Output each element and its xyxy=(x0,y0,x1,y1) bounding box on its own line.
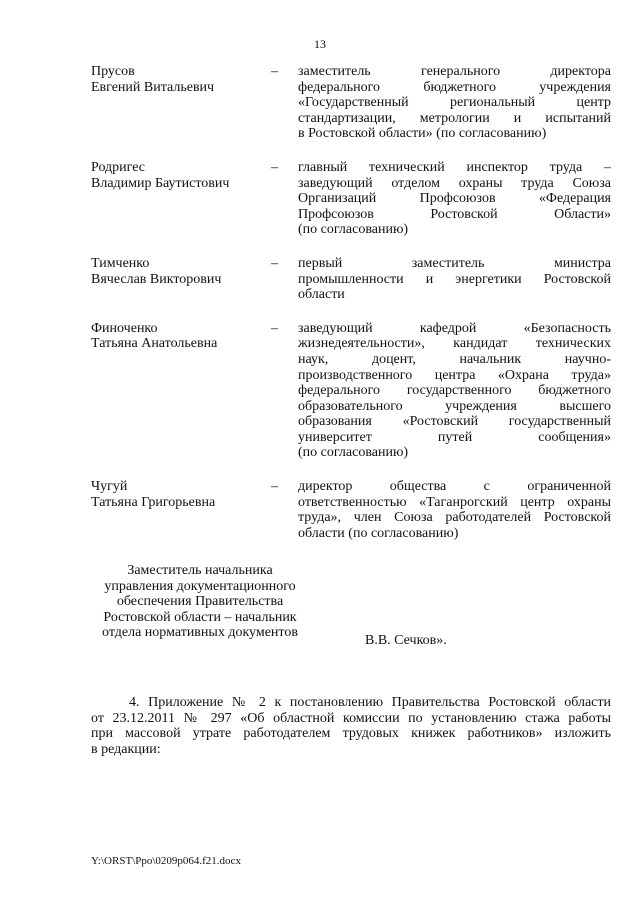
member-dash: – xyxy=(271,479,278,495)
member-name xyxy=(91,321,271,461)
amendment-paragraph xyxy=(91,695,611,757)
position-line: университет путей сообщения» xyxy=(298,429,611,445)
signer-position-line: отдела нормативных документов xyxy=(102,625,298,641)
position-line: области xyxy=(298,287,345,303)
position-line: заведующий кафедрой «Безопасность xyxy=(298,320,611,336)
member-entry xyxy=(91,256,611,303)
signer-position-line: Заместитель начальника xyxy=(127,563,273,578)
member-position xyxy=(298,256,611,303)
member-surname: Чугуй xyxy=(91,479,128,495)
paragraph-line: 4. Приложение № 2 к постановлению Правительства Ростовской области xyxy=(129,695,611,710)
signer-position xyxy=(91,563,309,641)
member-position xyxy=(298,321,611,461)
position-line: стандартизации, метрологии и испытаний xyxy=(298,110,611,126)
member-given-names: Татьяна Анатольевна xyxy=(91,336,218,352)
member-surname: Финоченко xyxy=(91,320,158,336)
member-dash: – xyxy=(271,320,278,336)
member-dash: – xyxy=(271,159,278,175)
position-line: (по согласованию) xyxy=(298,445,409,461)
signer-position-line: обеспечения Правительства xyxy=(116,594,284,610)
member-entry xyxy=(91,160,611,238)
signer-name: В.В. Сечков». xyxy=(365,633,447,648)
member-position xyxy=(298,479,611,541)
paragraph-line: при массовой утрате работодателем трудовых книжек работников» изложить xyxy=(91,726,611,742)
position-line: Организаций Профсоюзов «Федерация xyxy=(298,191,611,207)
page-number: 13 xyxy=(314,37,326,51)
paragraph-line: в редакции: xyxy=(91,741,161,757)
member-name xyxy=(91,64,271,142)
position-line: ответственностью «Таганрогский центр охраны xyxy=(298,494,611,510)
member-surname: Прусов xyxy=(91,64,135,79)
position-line: директор общества с ограниченной xyxy=(298,479,611,495)
member-name xyxy=(91,479,271,541)
member-given-names: Владимир Баутистович xyxy=(91,175,230,191)
signature-block xyxy=(91,563,611,653)
position-line: (по согласованию) xyxy=(298,222,409,238)
position-line: Профсоюзов Ростовской Области» xyxy=(298,206,611,222)
member-dash: – xyxy=(271,255,278,271)
member-given-names: Татьяна Григорьевна xyxy=(91,494,216,510)
position-line: наук, доцент, начальник научно- xyxy=(298,351,611,367)
position-line: образования «Ростовский государственный xyxy=(298,414,611,430)
member-surname: Тимченко xyxy=(91,255,150,271)
position-line: труда», член Союза работодателей Ростовской xyxy=(298,510,611,526)
members-list xyxy=(91,64,611,559)
member-dash: – xyxy=(271,64,278,79)
position-line: в Ростовской области» (по согласованию) xyxy=(298,126,547,142)
position-line: главный технический инспектор труда – xyxy=(298,159,611,175)
member-position xyxy=(298,160,611,238)
position-line: промышленности и энергетики Ростовской xyxy=(298,271,611,287)
member-entry xyxy=(91,321,611,461)
signer-position-line: Ростовской области – начальник xyxy=(103,609,297,625)
member-name xyxy=(91,160,271,238)
member-surname: Родригес xyxy=(91,159,145,175)
position-line: жизнедеятельности», кандидат технических xyxy=(298,336,611,352)
paragraph-line: от 23.12.2011 № 297 «Об областной комиссии по установлению стажа работы xyxy=(91,710,611,726)
position-line: заместитель генерального директора xyxy=(298,64,611,79)
position-line: федерального бюджетного учреждения xyxy=(298,79,611,95)
position-line: производственного центра «Охрана труда» xyxy=(298,367,611,383)
position-line: федерального государственного бюджетного xyxy=(298,383,611,399)
member-given-names: Вячеслав Викторович xyxy=(91,271,222,287)
file-path-footer: Y:\ORST\Ppo\0209p064.f21.docx xyxy=(91,855,241,867)
position-line: образовательного учреждения высшего xyxy=(298,398,611,414)
signer-position-line: управления документационного xyxy=(104,578,296,594)
member-entry xyxy=(91,64,611,142)
member-given-names: Евгений Витальевич xyxy=(91,79,215,95)
position-line: заведующий отделом охраны труда Союза xyxy=(298,175,611,191)
position-line: первый заместитель министра xyxy=(298,255,611,271)
member-position xyxy=(298,64,611,142)
position-line: области (по согласованию) xyxy=(298,525,459,541)
position-line: «Государственный региональный центр xyxy=(298,95,611,111)
member-entry xyxy=(91,479,611,541)
member-name xyxy=(91,256,271,303)
